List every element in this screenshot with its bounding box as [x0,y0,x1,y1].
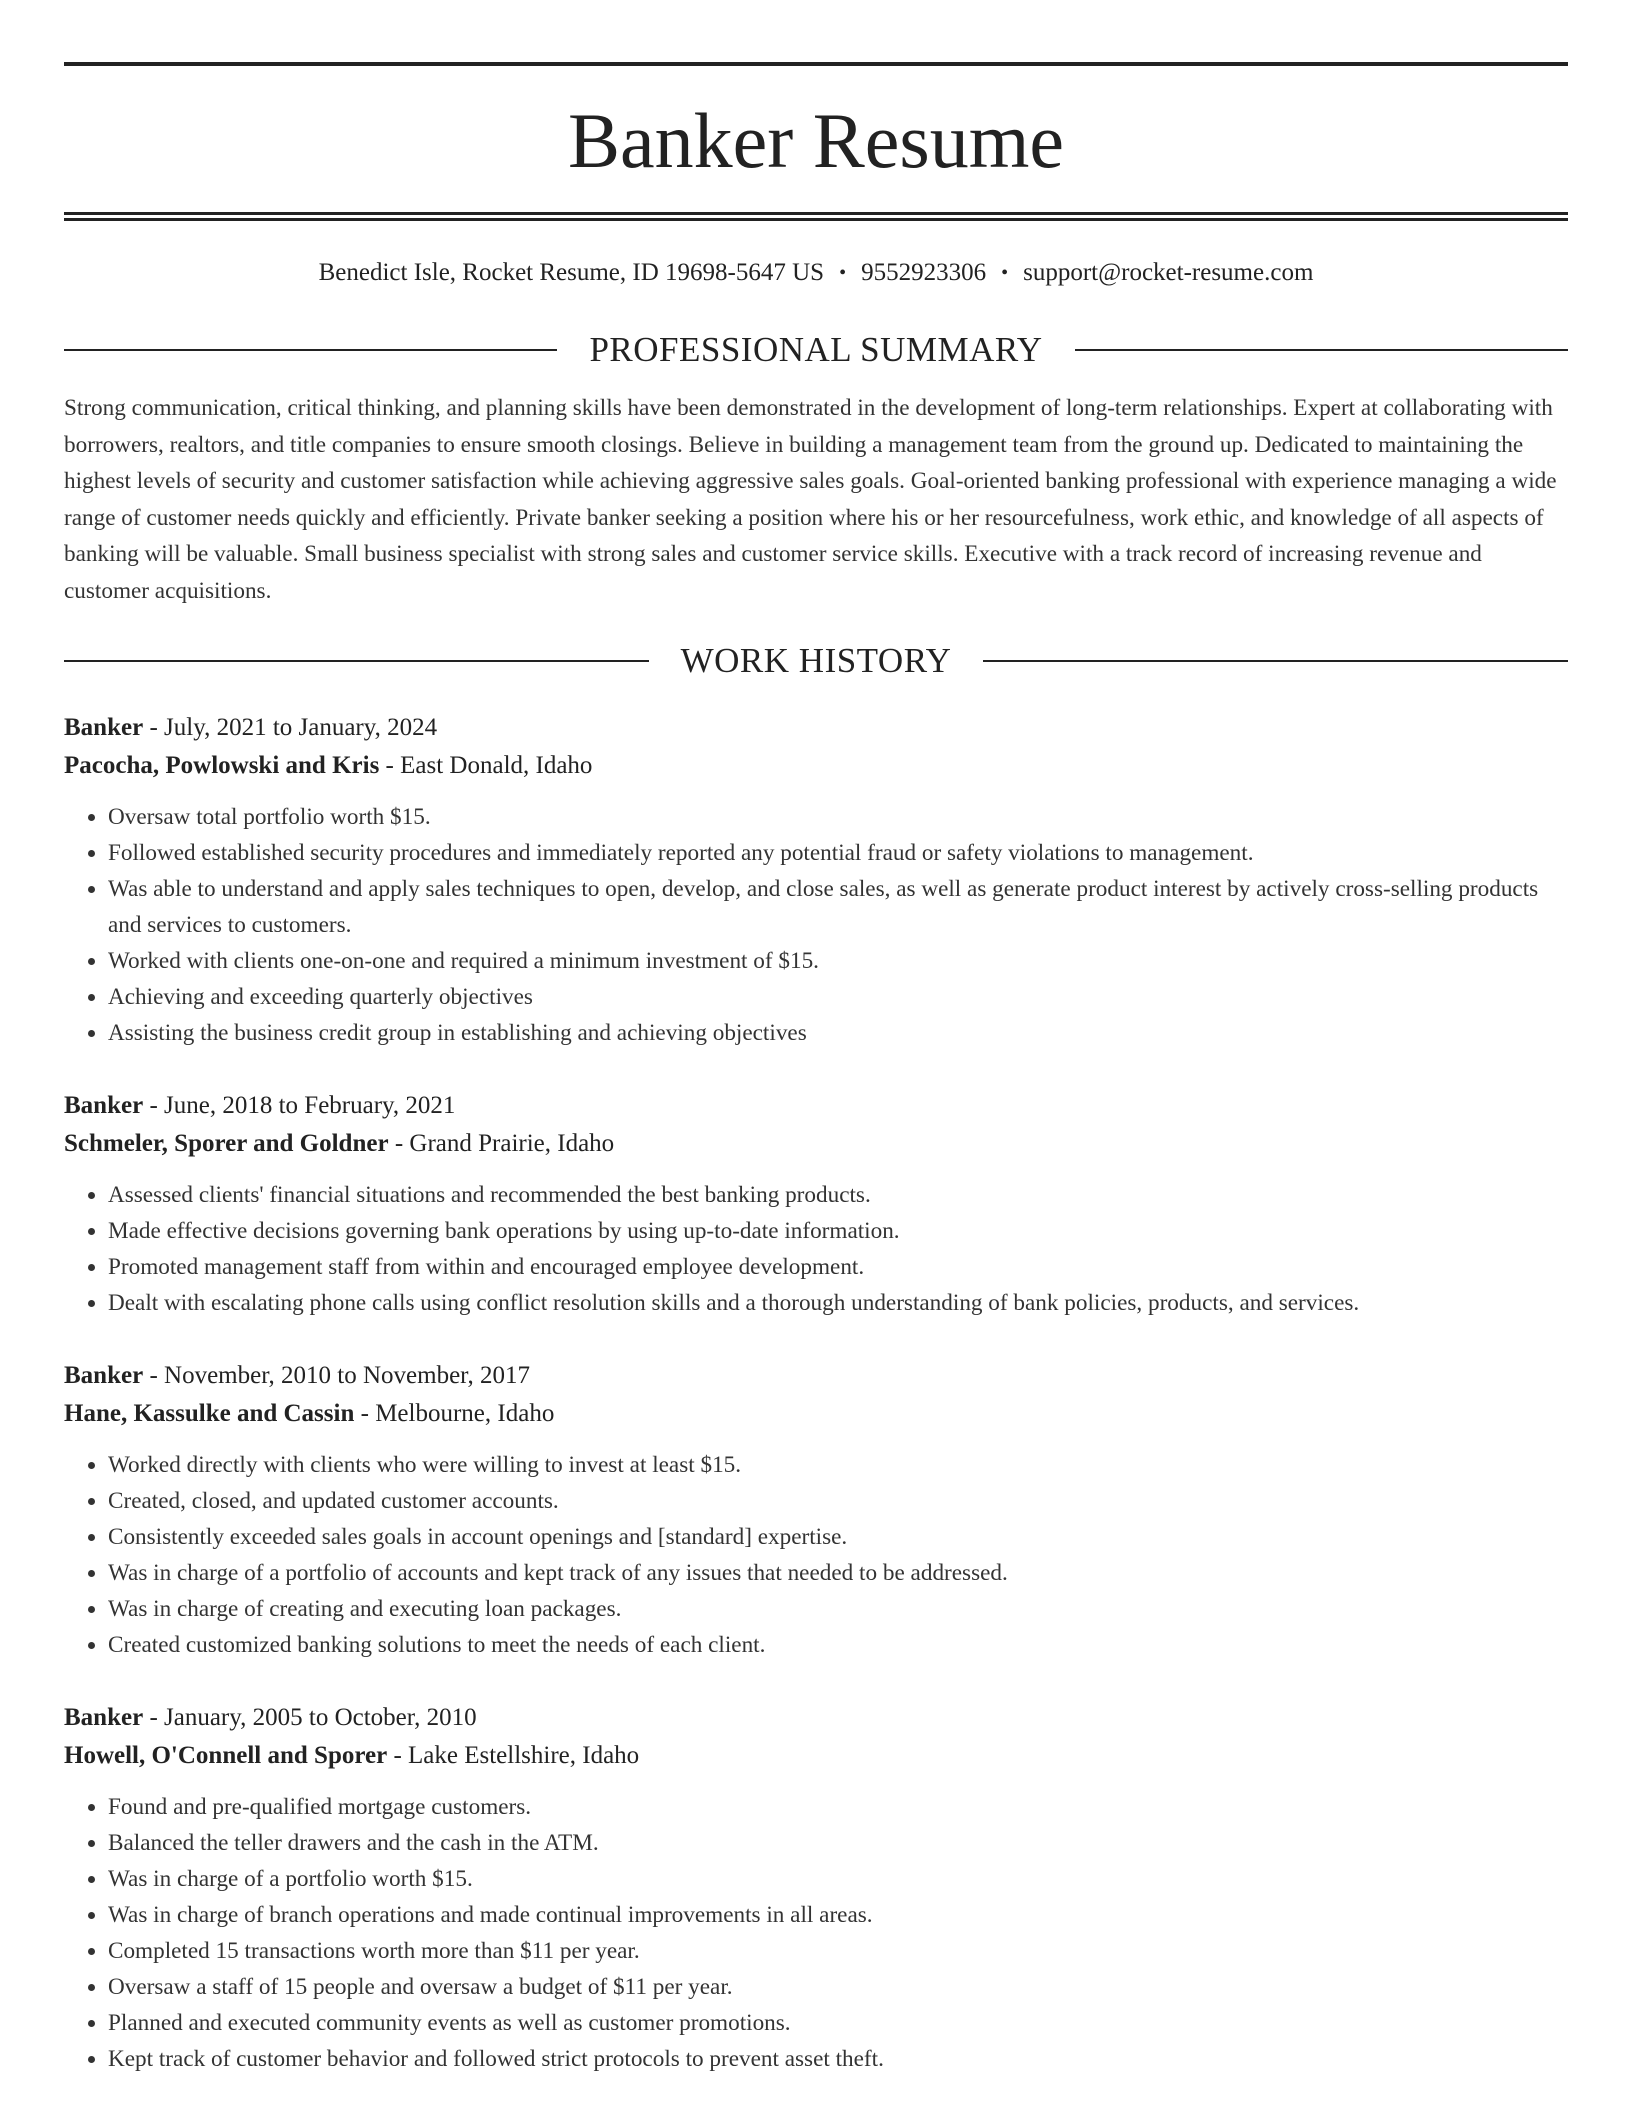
job-title: Banker [64,1362,144,1389]
work-history-section-heading [64,641,1568,681]
contact-separator: • [1001,262,1009,284]
job-bullet-item: • Was in charge of a portfolio worth $15. [108,1861,1568,1897]
job-bullet-item: • Was in charge of creating and executing loan packages. [108,1591,1568,1627]
job-company: Howell, O'Connell and Sporer [64,1742,388,1769]
job-bullet-item: • Made effective decisions governing bank operations by using up-to-date information. [108,1213,1568,1249]
job-dates: - July, 2021 to January, 2024 [143,714,438,741]
job-company-line [64,1125,1568,1163]
job-title-line [64,1087,1568,1125]
job-location: - Lake Estellshire, Idaho [387,1742,640,1769]
job-title-line [64,1357,1568,1395]
job-bullet-item: • Kept track of customer behavior and followed strict protocols to prevent asset theft. [108,2041,1568,2077]
summary-section-heading [64,330,1568,370]
job-dates: - November, 2010 to November, 2017 [143,1362,530,1389]
heading-rule-left [64,660,649,662]
job-entry [64,709,1568,1051]
job-entry [64,1357,1568,1663]
heading-rule-left [64,349,557,351]
job-bullet-item: • Assisting the business credit group in establishing and achieving objectives [108,1015,1568,1051]
job-bullet-item: • Worked with clients one-on-one and required a minimum investment of $15. [108,943,1568,979]
professional-summary-text: Strong communication, critical thinking, and planning skills have been demonstrated in the development of long-term relationships. Expert at collaborating with borrowers, realtors, and title companies to ensure smooth closings. Believe in building a management team from the ground up. Dedicated to maintaining the highest levels of security and customer satisfaction while achieving aggressive sales goals. Goal-oriented banking professional with experience managing a wide range of customer needs quickly and efficiently. Private banker seeking a position where his or her resourcefulness, work ethic, and knowledge of all aspects of banking will be valuable. Small business specialist with strong sales and customer service skills. Executive with a track record of increasing revenue and customer acquisitions. [64,395,1557,604]
job-dates: - June, 2018 to February, 2021 [143,1092,456,1119]
job-bullet-item: • Promoted management staff from within and encouraged employee development. [108,1249,1568,1285]
job-bullet-item: • Consistently exceeded sales goals in account openings and [standard] expertise. [108,1519,1568,1555]
contact-separator: • [839,262,847,284]
job-bullet-item: • Found and pre-qualified mortgage customers. [108,1789,1568,1825]
job-location: - East Donald, Idaho [379,752,593,779]
job-title: Banker [64,1092,144,1119]
job-bullet-item: • Planned and executed community events as well as customer promotions. [108,2005,1568,2041]
job-company-line [64,1737,1568,1775]
heading-rule-right [983,660,1568,662]
work-history-heading-label: WORK HISTORY [680,641,952,680]
work-history-list [64,709,1568,2077]
contact-email: support@rocket-resume.com [1023,259,1314,286]
resume-title: Banker Resume [567,97,1065,184]
summary-heading-label: PROFESSIONAL SUMMARY [589,330,1043,369]
title-double-rule [64,212,1568,221]
job-title-line [64,1699,1568,1737]
job-bullet-item: • Completed 15 transactions worth more than $11 per year. [108,1933,1568,1969]
job-location: - Melbourne, Idaho [354,1400,555,1427]
job-company: Schmeler, Sporer and Goldner [64,1130,389,1157]
job-bullet-item: • Followed established security procedures and immediately reported any potential fraud or safety violations to management. [108,835,1568,871]
contact-line [64,258,1568,288]
job-bullet-item: • Oversaw total portfolio worth $15. [108,799,1568,835]
contact-phone: 9552923306 [861,259,987,286]
job-bullet-item: • Was able to understand and apply sales techniques to open, develop, and close sales, as well as generate product interest by actively cross-selling products and services to customers. [108,871,1568,943]
job-bullet-list [64,1177,1568,1321]
job-bullet-item: • Was in charge of branch operations and made continual improvements in all areas. [108,1897,1568,1933]
heading-rule-right [1075,349,1568,351]
job-bullet-item: • Dealt with escalating phone calls using conflict resolution skills and a thorough understanding of bank policies, products, and services. [108,1285,1568,1321]
job-company-line [64,747,1568,785]
job-bullet-list [64,1447,1568,1663]
job-bullet-item: • Created, closed, and updated customer accounts. [108,1483,1568,1519]
job-dates: - January, 2005 to October, 2010 [143,1704,477,1731]
job-title: Banker [64,714,144,741]
job-bullet-item: • Assessed clients' financial situations and recommended the best banking products. [108,1177,1568,1213]
job-title-line [64,709,1568,747]
job-entry [64,1087,1568,1321]
job-entry [64,1699,1568,2077]
job-location: - Grand Prairie, Idaho [388,1130,615,1157]
job-bullet-item: • Worked directly with clients who were willing to invest at least $15. [108,1447,1568,1483]
job-bullet-list [64,799,1568,1051]
job-title: Banker [64,1704,144,1731]
job-company: Hane, Kassulke and Cassin [64,1400,355,1427]
contact-address: Benedict Isle, Rocket Resume, ID 19698-5647 US [318,259,825,286]
job-company-line [64,1395,1568,1433]
job-bullet-item: • Was in charge of a portfolio of accounts and kept track of any issues that needed to be addressed. [108,1555,1568,1591]
job-company: Pacocha, Powlowski and Kris [64,752,380,779]
job-bullet-item: • Oversaw a staff of 15 people and oversaw a budget of $11 per year. [108,1969,1568,2005]
job-bullet-item: • Created customized banking solutions to meet the needs of each client. [108,1627,1568,1663]
job-bullet-item: • Achieving and exceeding quarterly objectives [108,979,1568,1015]
top-rule [64,62,1568,66]
job-bullet-item: • Balanced the teller drawers and the cash in the ATM. [108,1825,1568,1861]
job-bullet-list [64,1789,1568,2077]
